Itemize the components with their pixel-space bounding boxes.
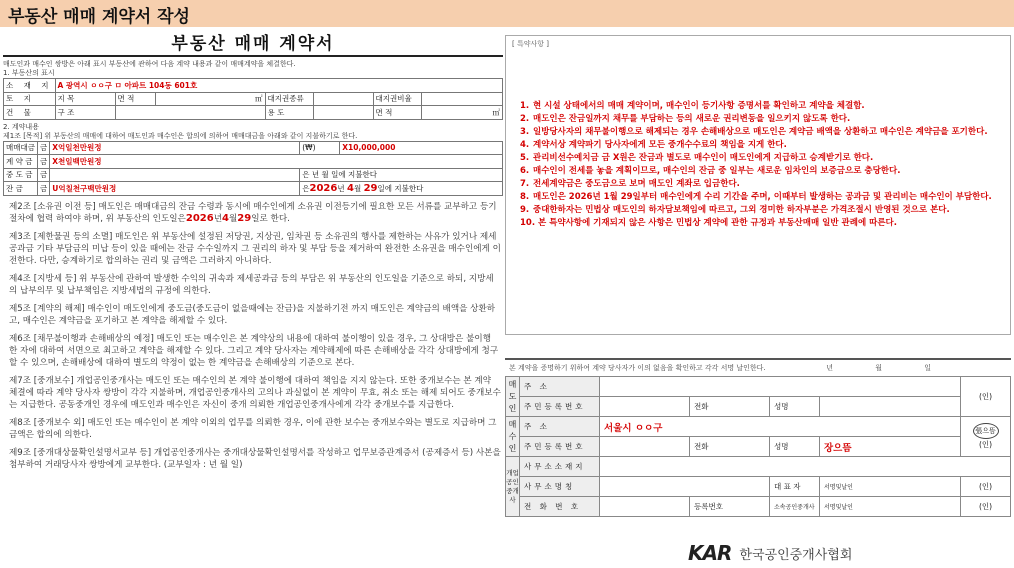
special-term bbox=[520, 100, 1006, 113]
special-term bbox=[520, 139, 1006, 152]
reg-label: 등록번호 bbox=[690, 497, 770, 517]
deposit-value[interactable]: X천일백만원정 bbox=[50, 155, 503, 169]
bldg-area-unit[interactable]: ㎡ bbox=[421, 106, 502, 120]
final-label: 잔 금 bbox=[4, 182, 38, 196]
mid-label: 중 도 금 bbox=[4, 168, 38, 182]
buyer-addr-label: 주 소 bbox=[520, 417, 600, 437]
right-ratio-label: 대지권비율 bbox=[373, 92, 421, 106]
office-addr-value[interactable] bbox=[600, 457, 1011, 477]
term-number: 5. bbox=[520, 153, 530, 163]
agent-side-label: 개업공인중개사 bbox=[506, 457, 520, 517]
mid-date: 은 년 월 일에 지불한다 bbox=[300, 168, 503, 182]
signature-table bbox=[505, 376, 1011, 517]
final-month[interactable]: 4 bbox=[346, 182, 354, 194]
document-title: 부동산 매매 계약서 bbox=[3, 31, 503, 57]
land-area-unit[interactable]: ㎡ bbox=[155, 92, 265, 106]
office-phone-value[interactable] bbox=[600, 497, 690, 517]
term-number: 8. bbox=[520, 192, 530, 202]
struct-value[interactable] bbox=[115, 106, 265, 120]
contract-document bbox=[3, 31, 503, 568]
article8: 제8조 [중개보수 외] 매도인 또는 매수인이 본 계약 이외의 업무를 의뢰한 경우, 이에 관한 보수는 중개보수와는 별도로 지급하며 그 금액은 합의에 의한다. bbox=[9, 417, 497, 440]
mid-value[interactable] bbox=[50, 168, 300, 182]
loc-label: 소 재 지 bbox=[4, 79, 56, 93]
clauses bbox=[3, 201, 503, 471]
final-year-unit: 년 bbox=[337, 183, 345, 193]
loc-value[interactable]: A 광역시 ㅇㅇ구 ㅁ 아파트 104동 601호 bbox=[55, 79, 502, 93]
seller-addr-value[interactable] bbox=[600, 377, 961, 397]
seller-seal: (인) bbox=[961, 377, 1011, 417]
art2-day[interactable]: 29 bbox=[237, 212, 252, 224]
special-term bbox=[520, 178, 1006, 191]
article1: 제1조 [목적] 위 부동산의 매매에 대하여 매도인과 매수인은 합의에 의하여 매매대금을 아래와 같이 지불하기로 한다. bbox=[3, 131, 358, 140]
right-type-value[interactable] bbox=[313, 92, 373, 106]
buyer-id-label: 주민등록번호 bbox=[520, 437, 600, 457]
term-text: 일방당사자의 채무불이행으로 해제되는 경우 손해배상으로 매도인은 계약금 배액을 상환하고 매수인은 계약금을 포기한다. bbox=[533, 127, 988, 137]
seller-phone-label: 전화 bbox=[690, 397, 770, 417]
art2-month-unit: 월 bbox=[228, 213, 238, 224]
land-sub: 지 목 bbox=[55, 92, 115, 106]
office-name-label: 사무소명칭 bbox=[520, 477, 600, 497]
deposit-won: 금 bbox=[37, 155, 49, 169]
term-text: 매도인은 잔금일까지 채무를 부담하는 등의 새로운 권리변동을 일으키지 않도록 한다. bbox=[533, 114, 851, 124]
art2-end: 일로 한다. bbox=[251, 213, 290, 224]
special-term bbox=[520, 126, 1006, 139]
term-number: 4. bbox=[520, 140, 530, 150]
seller-id-label: 주민등록번호 bbox=[520, 397, 600, 417]
final-year[interactable]: 2026 bbox=[309, 182, 338, 194]
buyer-name-label: 성명 bbox=[770, 437, 820, 457]
buyer-id-value[interactable] bbox=[600, 437, 690, 457]
term-text: 본 특약사항에 기재되지 않은 사항은 민법상 계약에 관한 규정과 부동산매매 일반 관례에 따른다. bbox=[538, 218, 897, 228]
land-label: 토 지 bbox=[4, 92, 56, 106]
seller-side-label: 매도인 bbox=[506, 377, 520, 417]
term-text: 전세계약금은 중도금으로 보며 매도인 계좌로 입금한다. bbox=[533, 179, 740, 189]
buyer-seal: (인) bbox=[978, 440, 993, 449]
kar-logo: KAR bbox=[688, 541, 732, 565]
bldg-area-label: 면 적 bbox=[373, 106, 421, 120]
article6: 제6조 [채무불이행과 손해배상의 예정] 매도인 또는 매수인은 본 계약상의 내용에 대하여 불이행이 있을 경우, 그 상대방은 불이행 한 자에 대하여 서면으로 최고하고 계약을 해제할 수 있다. 그리고 계약 당사자는 계약해제에 따른 손해배상을 각각 상대방에게 청구할 수 있으며, 손해배상에 대하여 별도의 약정이 없는 한 계약금을 손해배상의 기준으로 본다. bbox=[9, 333, 499, 368]
special-terms-box[interactable] bbox=[505, 35, 1011, 335]
office-phone-label: 전 화 번 호 bbox=[520, 497, 600, 517]
deposit-label: 계 약 금 bbox=[4, 155, 38, 169]
term-number: 6. bbox=[520, 166, 530, 176]
association-name: 한국공인중개사협회 bbox=[739, 547, 853, 563]
rep-seal: (인) bbox=[961, 477, 1011, 497]
article2 bbox=[9, 201, 501, 225]
buyer-seal-cell bbox=[961, 417, 1011, 457]
office-name-value[interactable] bbox=[600, 477, 770, 497]
signature-statement-text: 본 계약을 증명하기 위하여 계약 당사자가 이의 없음을 확인하고 각각 서명 날인한다. bbox=[509, 364, 766, 372]
right-ratio-value[interactable] bbox=[421, 92, 502, 106]
final-day-unit: 일에 지불한다 bbox=[377, 183, 424, 193]
staff-sign-label: 서명및날인 bbox=[820, 497, 961, 517]
term-number: 1. bbox=[520, 101, 530, 111]
special-term bbox=[520, 191, 1006, 204]
article2-text: 제2조 [소유권 이전 등] 매도인은 매매대금의 잔금 수령과 동시에 매수인에게 소유권 이전등기에 필요한 모든 서류를 교부하고 등기절차에 협력 하여야 하며, 위 부동산의 인도일은 bbox=[9, 201, 497, 224]
special-term bbox=[520, 165, 1006, 178]
page-title: 부동산 매매 계약서 작성 bbox=[8, 7, 190, 27]
price-paren: (₩) bbox=[300, 141, 340, 155]
buyer-name-value[interactable]: 장으뜸 bbox=[820, 437, 961, 457]
header-bar bbox=[0, 0, 1014, 27]
price-value[interactable]: X억일천만원정 bbox=[50, 141, 300, 155]
seller-id-value[interactable] bbox=[600, 397, 690, 417]
seller-name-value[interactable] bbox=[820, 397, 961, 417]
price-won: 금 bbox=[37, 141, 49, 155]
use-value[interactable] bbox=[313, 106, 373, 120]
rep-sign-label: 서명및날인 bbox=[820, 477, 961, 497]
term-number: 10. bbox=[520, 218, 536, 228]
term-text: 관리비선수예치금 금 X원은 잔금과 별도로 매수인이 매도인에게 지급하고 승계받기로 한다. bbox=[533, 153, 874, 163]
seller-addr-label: 주 소 bbox=[520, 377, 600, 397]
term-text: 매도인은 2026년 1월 29일부터 매수인에게 수리 기간을 주며, 이때부터 발생하는 공과금 및 관리비는 매수인이 부담한다. bbox=[533, 192, 992, 202]
staff-label: 소속공인중개사 bbox=[770, 497, 820, 517]
section1-heading: 1. 부동산의 표시 bbox=[3, 69, 55, 77]
final-date bbox=[300, 182, 503, 196]
art2-month[interactable]: 4 bbox=[222, 212, 229, 224]
article7: 제7조 [중개보수] 개업공인중개사는 매도인 또는 매수인의 본 계약 불이행에 대하여 책임을 지지 않는다. 또한 중개보수는 본 계약 체결에 따라 계약 당사자 쌍방이 각각 지불하며, 개업공인중개사의 고의나 과실없이 본 계약이 무효, 취소 또는 해제 되어도 중개보수는 지급한다. 공동중개인 경우에 매도인과 매수인은 자신이 중개 의뢰한 개업공인중개사에게 각각 중개보수를 지급한다. bbox=[9, 375, 501, 410]
term-number: 2. bbox=[520, 114, 530, 124]
section2-heading: 2. 계약내용 bbox=[3, 122, 39, 131]
seller-name-label: 성명 bbox=[770, 397, 820, 417]
association-footer bbox=[688, 541, 852, 565]
buyer-addr-value[interactable]: 서울시 ㅇㅇ구 bbox=[600, 417, 961, 437]
signature-statement bbox=[505, 358, 1011, 376]
special-terms-list bbox=[520, 100, 1006, 230]
final-value[interactable]: U억칠천구백만원정 bbox=[50, 182, 300, 196]
art2-year-unit: 년 bbox=[213, 213, 223, 224]
signature-section bbox=[505, 358, 1011, 517]
special-term bbox=[520, 152, 1006, 165]
intro-text: 매도인과 매수인 쌍방은 아래 표시 부동산에 관하여 다음 계약 내용과 같이 매매계약을 체결한다. bbox=[3, 60, 296, 68]
use-label: 용 도 bbox=[265, 106, 313, 120]
mid-won: 금 bbox=[37, 168, 49, 182]
final-month-unit: 월 bbox=[353, 183, 362, 193]
final-day[interactable]: 29 bbox=[363, 182, 378, 194]
office-addr-label: 사무소소재지 bbox=[520, 457, 600, 477]
final-won: 금 bbox=[37, 182, 49, 196]
land-area-label: 면 적 bbox=[115, 92, 155, 106]
special-term bbox=[520, 113, 1006, 126]
term-text: 중대한하자는 민법상 매도인의 하자담보책임에 따르고, 그외 경미한 하자부분은 가격조절시 반영된 것으로 본다. bbox=[533, 205, 950, 215]
term-text: 매수인이 전세를 놓을 계획이므로, 매수인의 잔금 중 일부는 새로운 임차인의 보증금으로 충당한다. bbox=[533, 166, 901, 176]
term-text: 계약서상 계약파기 당사자에게 모든 중개수수료의 책임을 지게 한다. bbox=[533, 140, 787, 150]
buyer-side-label: 매수인 bbox=[506, 417, 520, 457]
price-number[interactable]: X10,000,000 bbox=[340, 141, 503, 155]
article4: 제4조 [지방세 등] 위 부동산에 관하여 발생한 수익의 귀속과 제세공과금 등의 부담은 위 부동산의 인도일을 기준으로 하되, 지방세의 납부의무 및 납부책임은 지방세법의 규정에 의한다. bbox=[9, 273, 494, 296]
article9: 제9조 [중개대상물확인설명서교부 등] 개업공인중개사는 중개대상물확인설명서를 작성하고 업무보증관계증서 (공제증서 등) 사본을 첨부하여 거래당사자 쌍방에게 교부한다. (교부일자 : 년 월 일) bbox=[9, 447, 501, 470]
buyer-phone-label: 전화 bbox=[690, 437, 770, 457]
special-term bbox=[520, 217, 1006, 230]
art2-year[interactable]: 2026 bbox=[185, 212, 214, 224]
term-text: 현 시설 상태에서의 매매 계약이며, 매수인이 등기사항 증명서를 확인하고 계약을 체결함. bbox=[533, 101, 865, 111]
term-number: 7. bbox=[520, 179, 530, 189]
payment-table bbox=[3, 141, 503, 196]
buyer-stamp: 張으뜸 bbox=[973, 423, 999, 439]
price-label: 매매대금 bbox=[4, 141, 38, 155]
special-terms-heading: [ 특약사항 ] bbox=[512, 40, 549, 48]
right-panel bbox=[505, 31, 1014, 568]
special-term bbox=[520, 204, 1006, 217]
article5: 제5조 [계약의 해제] 매수인이 매도인에게 중도금(중도금이 없을때에는 잔금)을 지불하기전 까지 매도인은 계약금의 배액을 상환하고, 매수인은 계약금을 포기하고 본 계약을 해제할 수 있다. bbox=[9, 303, 496, 326]
right-type-label: 대지권종류 bbox=[265, 92, 313, 106]
final-prefix: 은 bbox=[302, 183, 310, 193]
signature-date: 년 월 일 bbox=[826, 364, 951, 372]
staff-seal: (인) bbox=[961, 497, 1011, 517]
term-number: 3. bbox=[520, 127, 530, 137]
bldg-label: 건 물 bbox=[4, 106, 56, 120]
article3: 제3조 [제한물권 등의 소멸] 매도인은 위 부동산에 설정된 저당권, 지상권, 임차권 등 소유권의 행사를 제한하는 사유가 있거나 제세공과금 기타 부담금의 미납 등이 있을 때에는 잔금 수수일까지 그 권리의 하자 및 부담 등을 제거하여 완전한 소유권을 매수인에게 이전한다. 다만, 승계하기로 합의하는 권리 및 금액은 그러하지 아니하다. bbox=[9, 231, 501, 266]
property-table bbox=[3, 78, 503, 120]
rep-label: 대 표 자 bbox=[770, 477, 820, 497]
struct-label: 구 조 bbox=[55, 106, 115, 120]
term-number: 9. bbox=[520, 205, 530, 215]
